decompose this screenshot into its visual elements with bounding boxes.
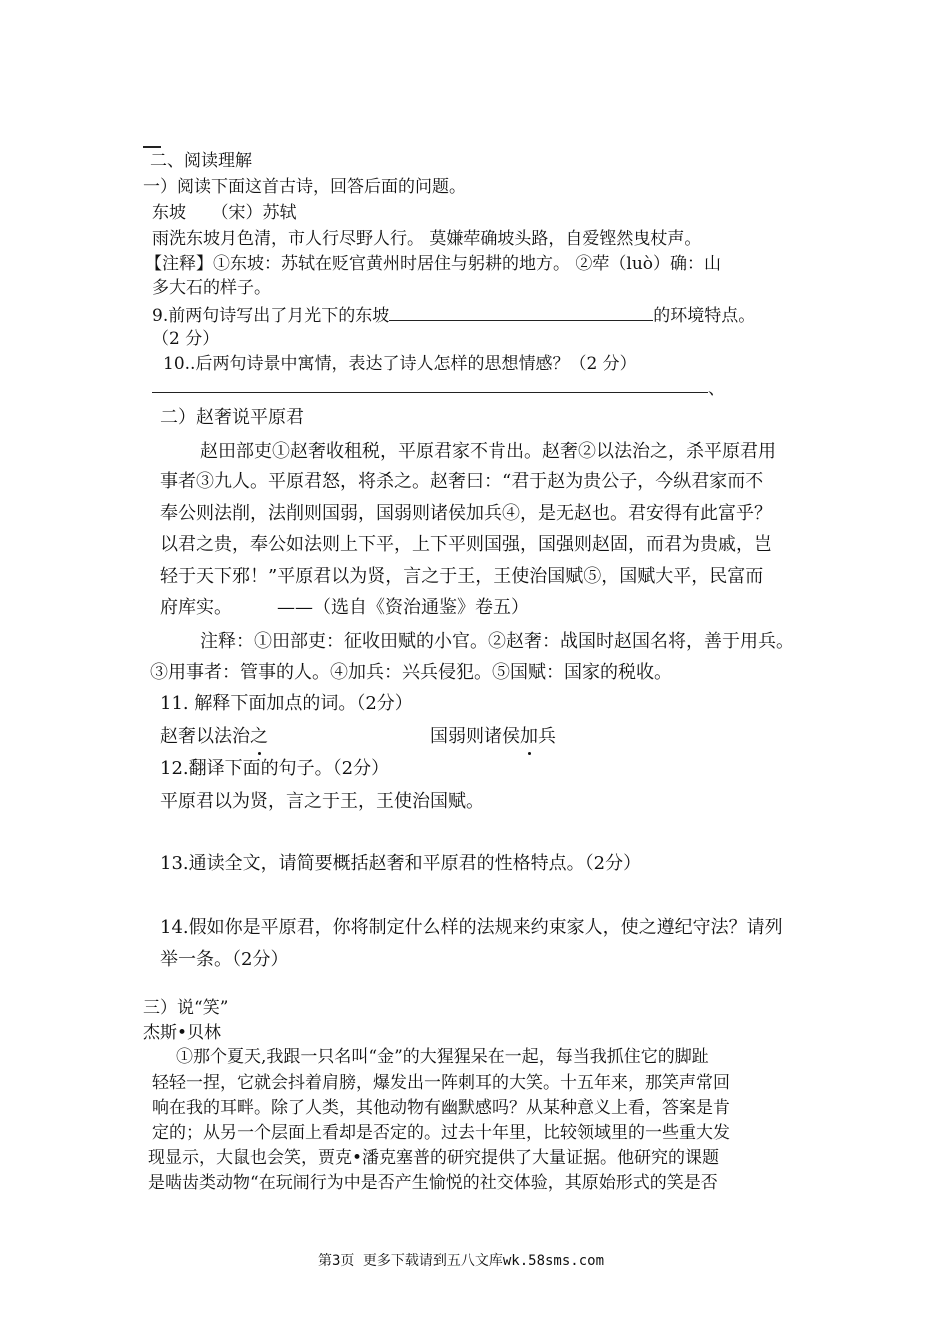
passage2-line5: 轻于天下邪！”平原君以为贤，言之于王，王使治国赋⑤，国赋大平，民富而 [160, 566, 764, 587]
poem-note-line2: 多大石的样子。 [152, 278, 271, 298]
question-14-line1: 14.假如你是平原君，你将制定什么样的法规来约束家人，使之遵纪守法？请列 [160, 917, 783, 938]
question-14-line2: 举一条。（2分） [160, 949, 289, 970]
part1-heading: 一）阅读下面这首古诗，回答后面的问题。 [143, 177, 466, 197]
q11-a-dotted-word: 之 [250, 726, 268, 747]
question-10: 10..后两句诗景中寓情，表达了诗人怎样的思想情感？（2 分） [163, 354, 637, 374]
q11-b-text: 国弱则诸侯 [430, 726, 520, 747]
passage3-line3: 响在我的耳畔。除了人类，其他动物有幽默感吗？从某种意义上看，答案是肯 [152, 1098, 730, 1118]
poem-text: 雨洗东坡月色清，市人行尽野人行。 莫嫌荦确坡头路，自爱铿然曳杖声。 [152, 229, 702, 249]
q11-b-tail: 兵 [538, 726, 556, 747]
q9-answer-blank[interactable] [389, 302, 653, 321]
passage2-line1: 赵田部吏①赵奢收租税，平原君家不肯出。赵奢②以法治之，杀平原君用 [200, 441, 776, 462]
part3-heading: 三）说“笑” [143, 998, 229, 1018]
passage3-line1: ①那个夏天,我跟一只名叫“金”的大猩猩呆在一起，每当我抓住它的脚趾 [176, 1047, 709, 1067]
passage2-note-line1: 注释：①田部吏：征收田赋的小官。②赵奢：战国时赵国名将，善于用兵。 [200, 631, 794, 652]
question-11: 11. 解释下面加点的词。（2分） [160, 693, 413, 714]
q10-answer-line[interactable] [152, 392, 708, 393]
top-rule [143, 146, 161, 148]
part3-author: 杰斯•贝林 [143, 1023, 222, 1043]
poem-note-line1: 【注释】①东坡：苏轼在贬官黄州时居住与躬耕的地方。 ②荦（luò）确：山 [145, 254, 722, 274]
passage2-line2: 事者③九人。平原君怒，将杀之。赵奢曰：“君于赵为贵公子，今纵君家而不 [160, 471, 764, 492]
page-footer: 第3页 更多下载请到五八文库wk.58sms.com [318, 1253, 605, 1269]
q9-prefix: 9.前两句诗写出了月光下的东坡 [152, 306, 390, 326]
q12-sentence: 平原君以为贤，言之于王，王使治国赋。 [160, 791, 484, 812]
passage3-line6: 是啮齿类动物“在玩闹行为中是否产生愉悦的社交体验，其原始形式的笑是否 [148, 1173, 718, 1193]
passage2-line3: 奉公则法削，法削则国弱，国弱则诸侯加兵④，是无赵也。君安得有此富乎？ [160, 503, 772, 524]
question-9 [152, 302, 755, 327]
passage2-line6: 府库实。 ——（选自《资治通鉴》卷五） [160, 597, 529, 618]
section-title: 二、阅读理解 [150, 151, 252, 171]
q11-a-text: 赵奢以法治 [160, 726, 250, 747]
q11-b-dotted-word: 加 [520, 726, 538, 747]
passage2-line4: 以君之贵，奉公如法则上下平，上下平则国强，国强则赵固，而君为贵戚，岂 [160, 534, 772, 555]
q10-mark: 、 [708, 379, 725, 399]
q9-suffix: 的环境特点。 [653, 306, 756, 326]
question-13: 13.通读全文，请简要概括赵奢和平原君的性格特点。（2分） [160, 853, 642, 874]
passage3-line2: 轻轻一捏，它就会抖着肩膀，爆发出一阵刺耳的大笑。十五年来，那笑声常回 [152, 1073, 730, 1093]
poem-title: 东坡 （宋）苏轼 [152, 203, 297, 223]
q11-item-a [160, 725, 268, 749]
passage3-line4: 定的；从另一个层面上看却是否定的。过去十年里，比较领域里的一些重大发 [152, 1123, 730, 1143]
q9-score: （2 分） [152, 329, 220, 349]
part2-heading: 二）赵奢说平原君 [160, 407, 304, 428]
passage3-line5: 现显示，大鼠也会笑，贾克•潘克塞普的研究提供了大量证据。他研究的课题 [148, 1148, 720, 1168]
q11-item-b [430, 725, 556, 749]
question-12: 12.翻译下面的句子。（2分） [160, 758, 390, 779]
passage2-note-line2: ③用事者：管事的人。④加兵：兴兵侵犯。⑤国赋：国家的税收。 [150, 662, 672, 683]
